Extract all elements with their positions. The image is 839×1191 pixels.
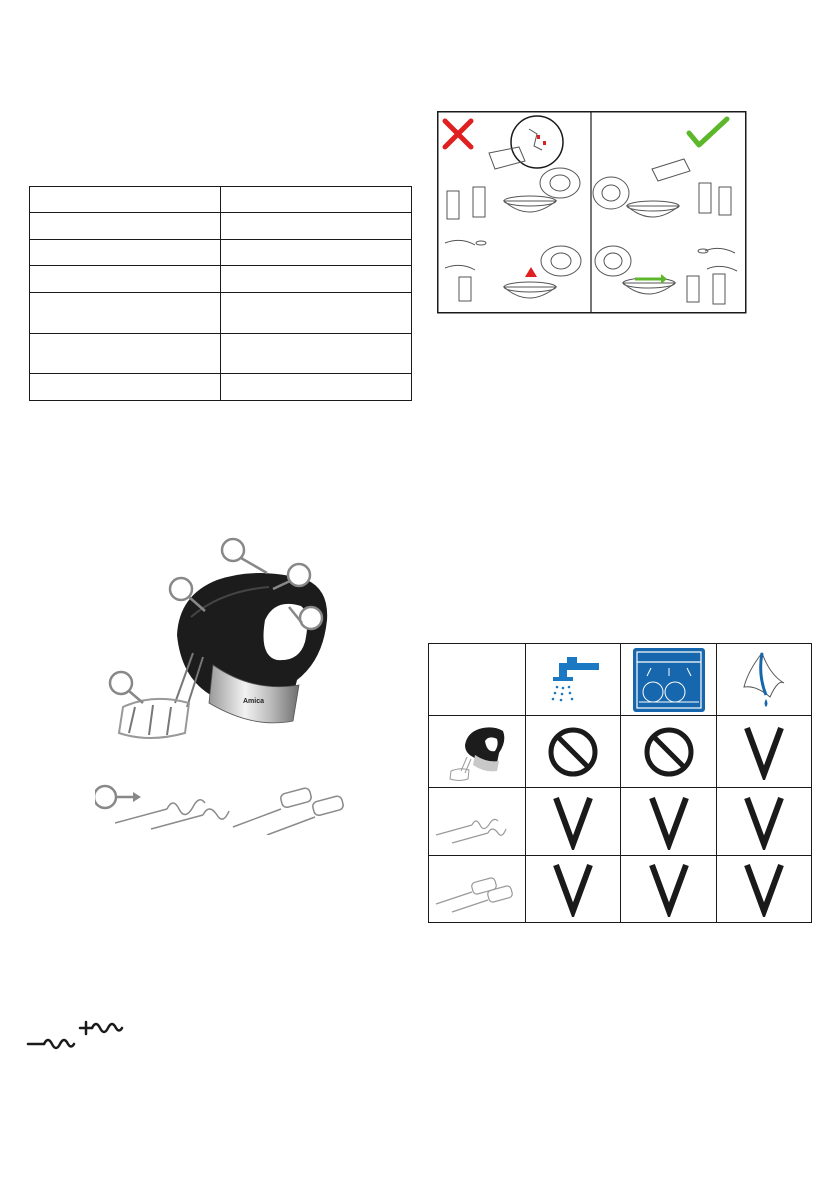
mark-cell: [525, 788, 620, 856]
spec-cell: [221, 213, 412, 240]
header-cell: [525, 644, 620, 716]
corner-cell: [429, 644, 526, 716]
beaters-detached: [233, 787, 344, 835]
spec-cell: [30, 187, 221, 213]
spec-cell: [221, 266, 412, 293]
dishwasher-icon: [633, 648, 705, 712]
spec-cell: [30, 213, 221, 240]
mark-cell: [525, 716, 620, 788]
item-cell-mixer: [429, 716, 526, 788]
brand-logo: Amica: [243, 698, 265, 705]
cleaning-table: [428, 643, 812, 923]
mark-cell: [621, 716, 717, 788]
dough-hooks-thumbnail: [432, 797, 522, 847]
item-cell-beaters: [429, 856, 526, 923]
spec-cell: [30, 334, 221, 374]
check-icon: [648, 861, 690, 917]
check-icon: [743, 794, 785, 850]
spec-cell: [30, 293, 221, 334]
check-icon: [743, 724, 785, 780]
check-icon: [552, 794, 594, 850]
speed-decrease-icon: [28, 1040, 74, 1048]
mixer-parts-diagram: [95, 525, 375, 835]
beaters-thumbnail: [432, 864, 522, 914]
header-cell: [621, 644, 717, 716]
item-cell-hooks: [429, 788, 526, 856]
spec-cell: [221, 334, 412, 374]
mark-cell: [717, 788, 812, 856]
speed-increase-icon: [80, 1022, 122, 1034]
mark-cell: [621, 856, 717, 923]
check-icon: [743, 861, 785, 917]
check-icon: [552, 861, 594, 917]
mark-cell: [621, 788, 717, 856]
spec-cell: [221, 374, 412, 401]
specification-table: [29, 186, 412, 401]
speed-symbols: [26, 1020, 146, 1052]
prohibited-icon: [546, 725, 600, 779]
usage-illustration: [437, 111, 747, 314]
water-tap-icon: [545, 655, 601, 705]
spec-cell: [30, 240, 221, 266]
mark-cell: [717, 856, 812, 923]
spec-cell: [221, 240, 412, 266]
mixer-thumbnail: [445, 721, 509, 783]
prohibited-icon: [642, 725, 696, 779]
mark-cell: [525, 856, 620, 923]
spec-cell: [221, 187, 412, 213]
spec-cell: [30, 374, 221, 401]
header-cell: [717, 644, 812, 716]
wipe-cloth-icon: [742, 651, 786, 709]
dough-hooks: [115, 800, 229, 829]
mark-cell: [717, 716, 812, 788]
spec-cell: [30, 266, 221, 293]
check-icon: [648, 794, 690, 850]
spec-cell: [221, 293, 412, 334]
